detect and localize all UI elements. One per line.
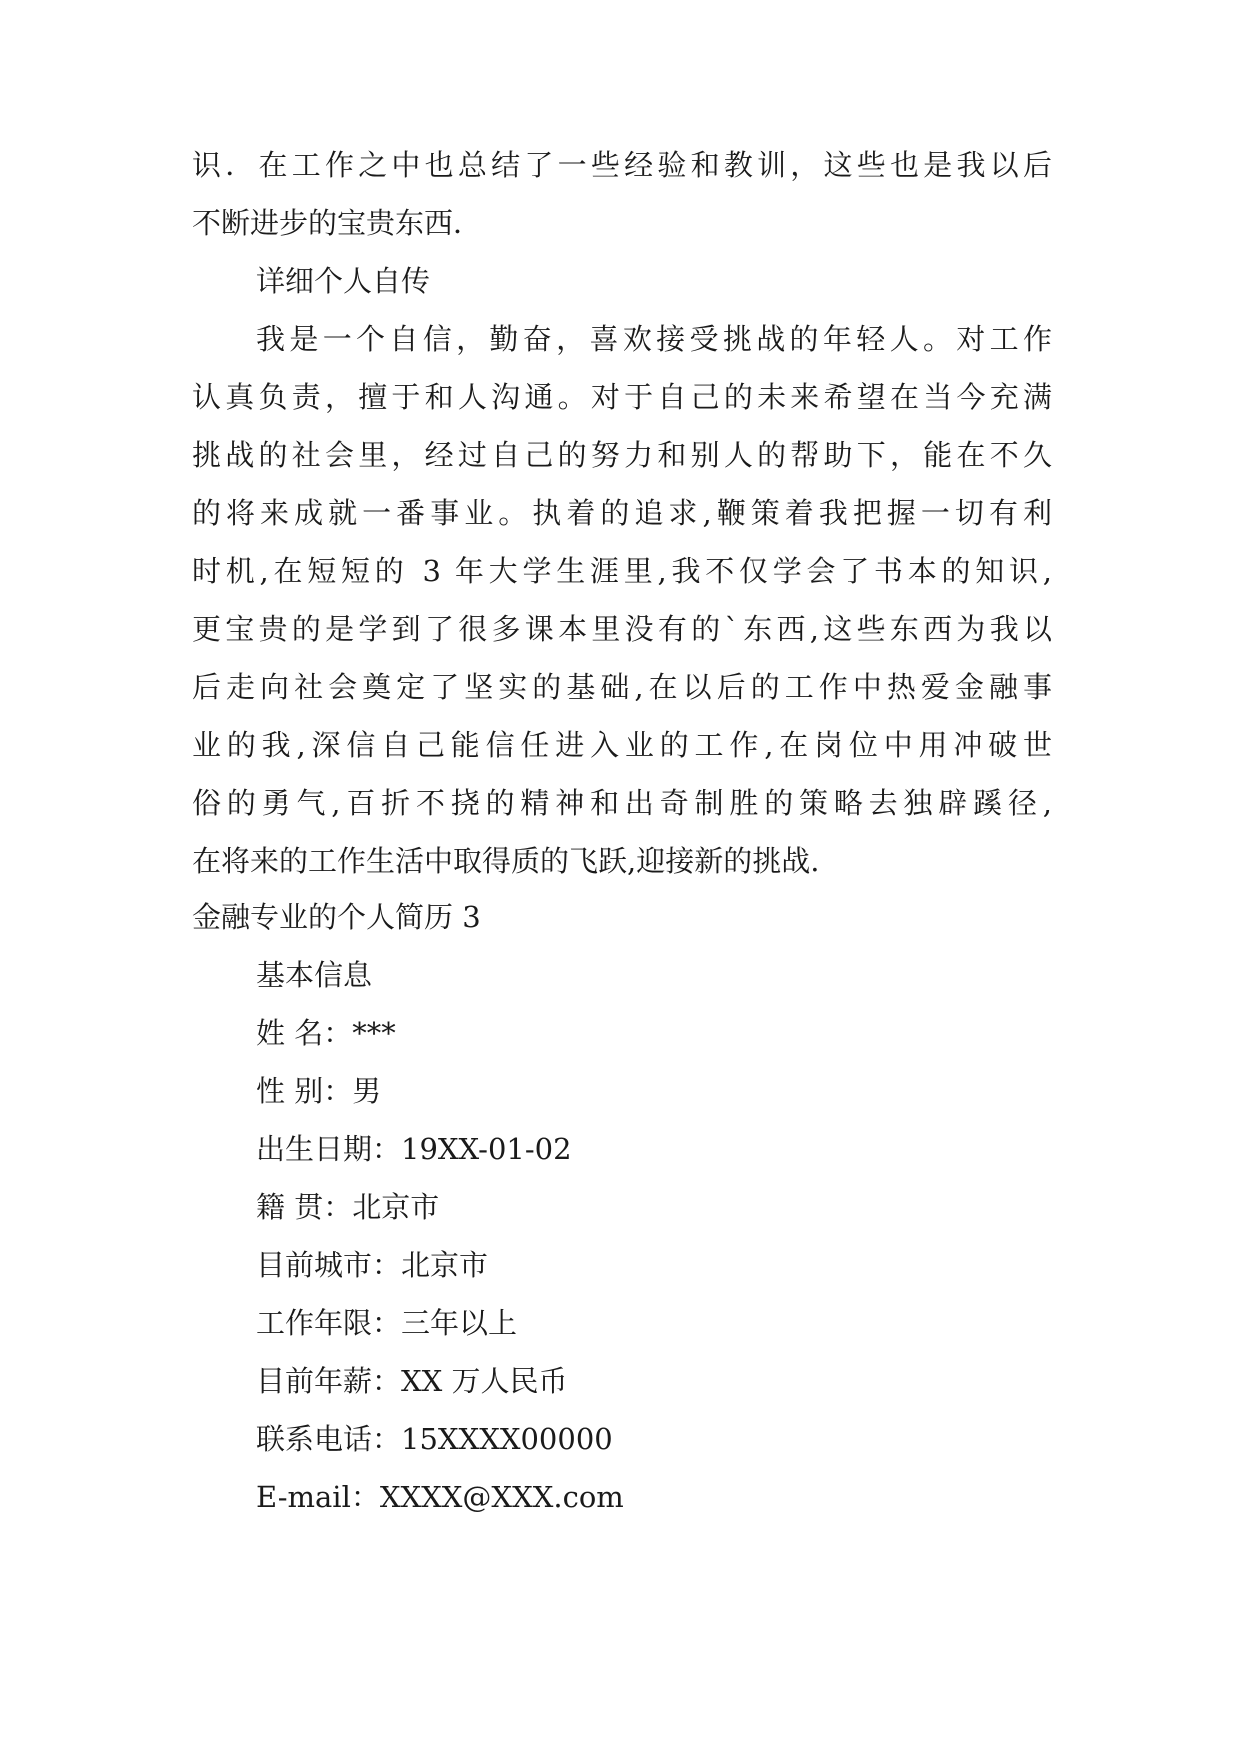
info-section-heading: 基本信息 bbox=[256, 958, 373, 992]
paragraph-line: 的将来成就一番事业。执着的追求,鞭策着我把握一切有利 bbox=[192, 496, 1052, 530]
info-current-city: 目前城市：北京市 bbox=[256, 1248, 489, 1282]
paragraph-line: 业的我,深信自己能信任进入业的工作,在岗位中用冲破世 bbox=[192, 728, 1052, 762]
paragraph-line: 俗的勇气,百折不挠的精神和出奇制胜的策略去独辟蹊径, bbox=[192, 786, 1052, 820]
resume-title: 金融专业的个人简历 3 bbox=[192, 900, 481, 934]
paragraph-line: 时机,在短短的 3 年大学生涯里,我不仅学会了书本的知识, bbox=[192, 554, 1052, 588]
paragraph-line: 我是一个自信，勤奋，喜欢接受挑战的年轻人。对工作 bbox=[256, 322, 1052, 356]
paragraph-line: 后走向社会奠定了坚实的基础,在以后的工作中热爱金融事 bbox=[192, 670, 1052, 704]
info-email: E-mail：XXXX@XXX.com bbox=[256, 1480, 624, 1514]
paragraph-line: 识．在工作之中也总结了一些经验和教训，这些也是我以后 bbox=[192, 148, 1052, 182]
info-birthdate: 出生日期：19XX-01-02 bbox=[256, 1132, 572, 1166]
info-work-years: 工作年限：三年以上 bbox=[256, 1306, 518, 1340]
info-phone: 联系电话：15XXXX00000 bbox=[256, 1422, 613, 1456]
paragraph-line: 更宝贵的是学到了很多课本里没有的`东西,这些东西为我以 bbox=[192, 612, 1052, 646]
info-salary: 目前年薪：XX 万人民币 bbox=[256, 1364, 568, 1398]
info-gender: 性 别：男 bbox=[256, 1074, 382, 1108]
info-name: 姓 名：*** bbox=[256, 1016, 396, 1050]
section-heading: 详细个人自传 bbox=[256, 264, 431, 298]
info-native-place: 籍 贯：北京市 bbox=[256, 1190, 440, 1224]
paragraph-line: 认真负责，擅于和人沟通。对于自己的未来希望在当今充满 bbox=[192, 380, 1052, 414]
paragraph-line: 挑战的社会里，经过自己的努力和别人的帮助下，能在不久 bbox=[192, 438, 1052, 472]
paragraph-line: 不断进步的宝贵东西． bbox=[192, 206, 483, 240]
paragraph-line: 在将来的工作生活中取得质的飞跃,迎接新的挑战. bbox=[192, 844, 820, 878]
